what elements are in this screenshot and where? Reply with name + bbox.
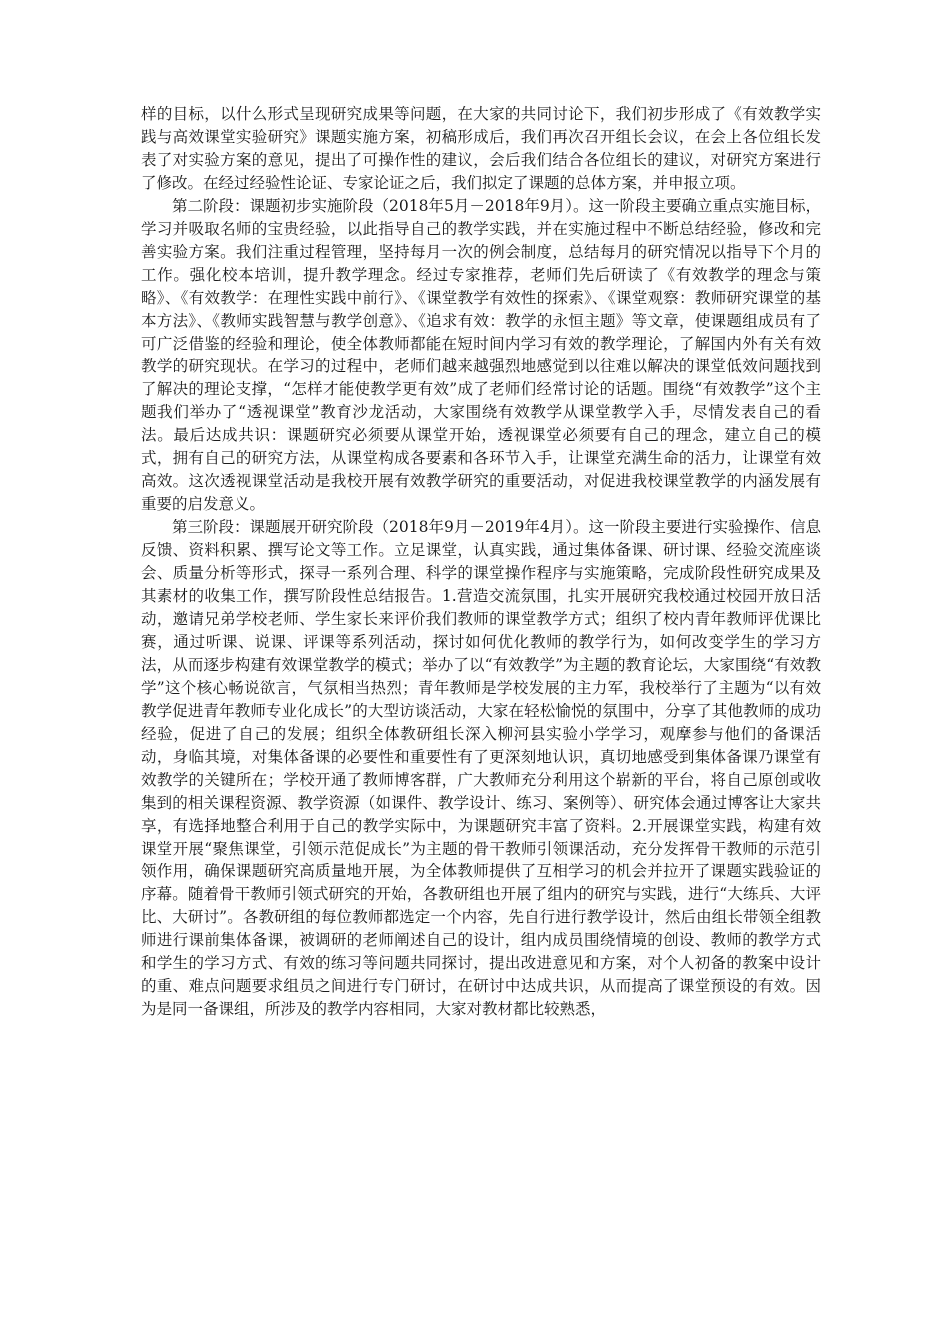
- paragraph-stage-two: 第二阶段：课题初步实施阶段（2018年5月－2018年9月）。这一阶段主要确立重点实施目标，学习并吸取名师的宝贵经验，以此指导自己的教学实践，并在实施过程中不断总结经验，修改和完善实验方案。我们注重过程管理，坚持每月一次的例会制度，总结每月的研究情况以指导下个月的工作。强化校本培训，提升教学理念。经过专家推荐，老师们先后研读了《有效教学的理念与策略》、《有效教学：在理性实践中前行》、《课堂教学有效性的探索》、《课堂观察：教师研究课堂的基本方法》、《教师实践智慧与教学创意》、《追求有效：教学的永恒主题》等文章，使课题组成员有了可广泛借鉴的经验和理论，使全体教师都能在短时间内学习有效的教学理论，了解国内外有关有效教学的研究现状。在学习的过程中，老师们越来越强烈地感觉到以往难以解决的课堂低效问题找到了解决的理论支撑，“怎样才能使教学更有效”成了老师们经常讨论的话题。围绕“有效教学”这个主题我们举办了“透视课堂”教育沙龙活动，大家围绕有效教学从课堂教学入手，尽情发表自己的看法。最后达成共识：课题研究必须要从课堂开始，透视课堂必须要有自己的理念，建立自己的模式，拥有自己的研究方法，从课堂构成各要素和各环节入手，让课堂充满生命的活力，让课堂有效高效。这次透视课堂活动是我校开展有效教学研究的重要活动，对促进我校课堂教学的内涵发展有重要的启发意义。: [141, 196, 821, 514]
- paragraph-stage-three: 第三阶段：课题展开研究阶段（2018年9月－2019年4月）。这一阶段主要进行实验操作、信息反馈、资料积累、撰写论文等工作。立足课堂，认真实践，通过集体备课、研讨课、经验交流座谈会、质量分析等形式，探寻一系列合理、科学的课堂操作程序与实施策略，完成阶段性研究成果及其素材的收集工作，撰写阶段性总结报告。1.营造交流氛围，扎实开展研究我校通过校园开放日活动，邀请兄弟学校老师、学生家长来评价我们教师的课堂教学方式；组织了校内青年教师评优课比赛，通过听课、说课、评课等系列活动，探讨如何优化教师的教学行为，如何改变学生的学习方法，从而逐步构建有效课堂教学的模式；举办了以“有效教学”为主题的教育论坛，大家围绕“有效教学”这个核心畅说欲言，气氛相当热烈；青年教师是学校发展的主力军，我校举行了主题为“以有效教学促进青年教师专业化成长”的大型访谈活动，大家在轻松愉悦的氛围中，分享了其他教师的成功经验，促进了自己的发展；组织全体教研组长深入柳河县实验小学学习，观摩参与他们的备课活动，身临其境，对集体备课的必要性和重要性有了更深刻地认识，真切地感受到集体备课乃课堂有效教学的关键所在；学校开通了教师博客群，广大教师充分利用这个崭新的平台，将自己原创或收集到的相关课程资源、教学资源（如课件、教学设计、练习、案例等）、研究体会通过博客让大家共享，有选择地整合利用于自己的教学实际中，为课题研究丰富了资料。2.开展课堂实践，构建有效课堂开展“聚焦课堂，引领示范促成长”为主题的骨干教师引领课活动，充分发挥骨干教师的示范引领作用，确保课题研究高质量地开展，为全体教师提供了互相学习的机会并拉开了课题实践验证的序幕。随着骨干教师引领式研究的开始，各教研组也开展了组内的研究与实践，进行“大练兵、大评比、大研讨”。各教研组的每位教师都选定一个内容，先自行进行教学设计，然后由组长带领全组教师进行课前集体备课，被调研的老师阐述自己的设计，组内成员围绕情境的创设、教师的教学方式和学生的学习方式、有效的练习等问题共同探讨，提出改进意见和方案，对个人初备的教案中设计的重、难点问题要求组员之间进行专门研讨，在研讨中达成共识，从而提高了课堂预设的有效。因为是同一备课组，所涉及的教学内容相同，大家对教材都比较熟悉，: [141, 518, 821, 1019]
- paragraph-continuation: 样的目标，以什么形式呈现研究成果等问题，在大家的共同讨论下，我们初步形成了《有效教学实践与高效课堂实验研究》课题实施方案，初稿形成后，我们再次召开组长会议，在会上各位组长发表了对实验方案的意见，提出了可操作性的建议，会后我们结合各位组长的建议，对研究方案进行了修改。在经过经验性论证、专家论证之后，我们拟定了课题的总体方案，并申报立项。: [141, 105, 821, 192]
- document-page: [141, 103, 821, 1021]
